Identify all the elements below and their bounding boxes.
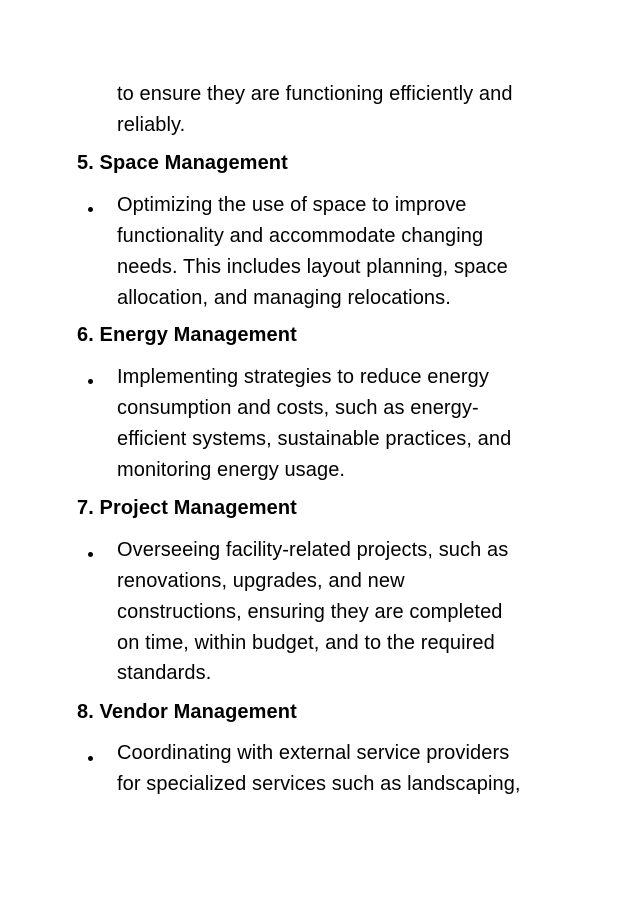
section-text-line: efficient systems, sustainable practices, and (117, 428, 512, 450)
section-text-line: Optimizing the use of space to improve (117, 194, 467, 216)
section-text-line: Overseeing facility-related projects, such as (117, 539, 509, 561)
section-text-line: constructions, ensuring they are completed (117, 601, 503, 623)
bullet-dot (88, 552, 93, 557)
section-text-line: monitoring energy usage. (117, 459, 346, 481)
section-text-line: allocation, and managing relocations. (117, 287, 451, 309)
section-text-line: standards. (117, 662, 212, 684)
section-text-line: Implementing strategies to reduce energy (117, 366, 489, 388)
intro-line: to ensure they are functioning efficiently and (117, 83, 513, 105)
section-text-line: Coordinating with external service providers (117, 742, 510, 764)
section-text-line: needs. This includes layout planning, space (117, 256, 508, 278)
section-text-line: consumption and costs, such as energy- (117, 397, 479, 419)
section-heading-space-management: 5. Space Management (77, 152, 288, 174)
section-heading-vendor-management: 8. Vendor Management (77, 701, 297, 723)
section-text-line: for specialized services such as landscaping, (117, 773, 521, 795)
section-heading-project-management: 7. Project Management (77, 497, 297, 519)
bullet-dot (88, 379, 93, 384)
section-heading-energy-management: 6. Energy Management (77, 324, 297, 346)
section-text-line: renovations, upgrades, and new (117, 570, 405, 592)
section-text-line: functionality and accommodate changing (117, 225, 484, 247)
bullet-dot (88, 756, 93, 761)
bullet-dot (88, 207, 93, 212)
section-text-line: on time, within budget, and to the required (117, 632, 495, 654)
intro-line: reliably. (117, 114, 186, 136)
